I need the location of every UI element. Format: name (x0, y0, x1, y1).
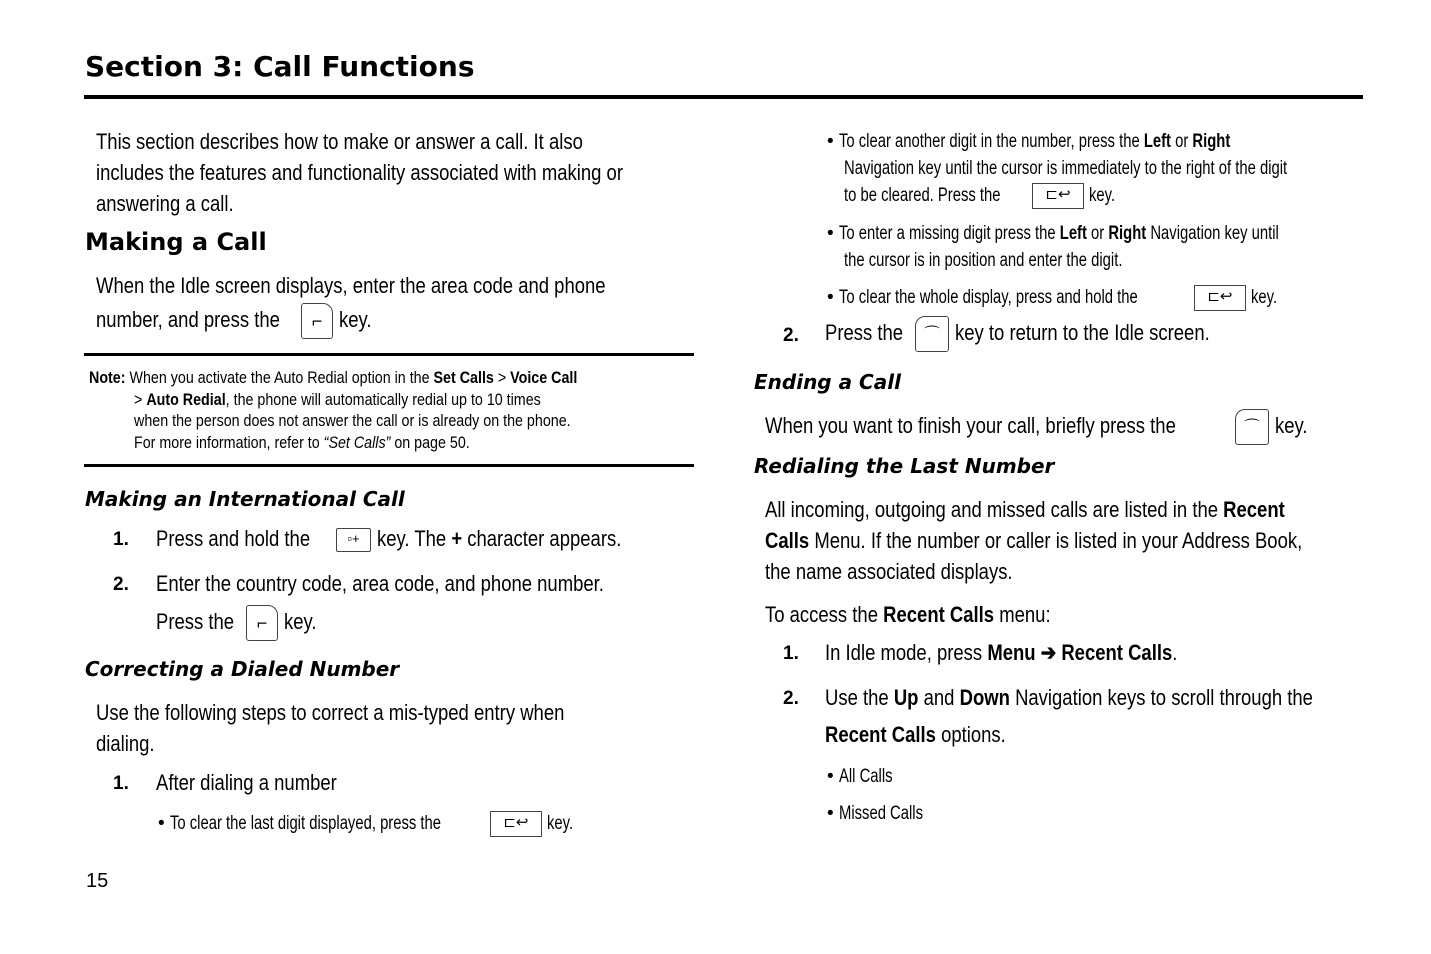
correcting-bullet-2: • To clear another digit in the number, press the Left or Right Navigation key until the cursor is immediately to the right of the digit to be cleared. Press the ⊏↩ key. (827, 128, 1412, 209)
step-text: Navigation keys to scroll through the (1015, 685, 1313, 710)
note-text: When you activate the Auto Redial option in the (129, 368, 430, 387)
ending-paragraph (765, 409, 1314, 445)
end-key-icon: ⌒ (915, 316, 949, 352)
bullet-text: To enter a missing digit press the (838, 223, 1056, 244)
international-heading: Making an International Call (85, 487, 405, 511)
intro-paragraph (96, 126, 723, 219)
bullet-text: or (1090, 223, 1105, 244)
step-bold: Up (893, 685, 919, 710)
international-step-1 (156, 523, 668, 554)
note-box (89, 367, 699, 453)
clear-key-icon: ⊏↩ (490, 811, 542, 837)
bullet-text: key. (1089, 185, 1116, 206)
step-text: Enter the country code, area code, and phone number. (156, 571, 604, 596)
paragraph-text: menu: (999, 602, 1051, 627)
plus-character: + (451, 526, 463, 551)
step-text: options. (941, 722, 1006, 747)
bullet-text: To clear the last digit displayed, press the (169, 813, 441, 834)
paragraph-bold: Calls (765, 528, 810, 553)
making-call-paragraph (96, 270, 703, 339)
bullet-text: to be cleared. Press the (844, 185, 1001, 206)
redialing-paragraph (765, 494, 1405, 587)
bullet-text: Navigation key until the cursor is immediately to the right of the digit (844, 158, 1288, 179)
correcting-step-1 (156, 767, 371, 798)
note-reference-link[interactable]: “Set Calls” (323, 432, 391, 452)
step-text: character appears. (467, 526, 622, 551)
bullet-text: the cursor is in position and enter the digit. (844, 250, 1123, 271)
step-text: After dialing a number (156, 770, 337, 795)
access-paragraph (765, 599, 1105, 630)
correcting-bullet-3: • To enter a missing digit press the Left or Right Navigation key until the cursor is in position and enter the digit. (827, 220, 1403, 274)
paragraph-line: dialing. (96, 731, 155, 756)
step-number: 2. (783, 325, 799, 346)
bullet-bold: Left (1143, 131, 1171, 152)
correcting-paragraph (96, 697, 654, 759)
menu-path: Menu ➔ Recent Calls (987, 640, 1173, 665)
intro-line: answering a call. (96, 191, 234, 216)
redialing-step-2 (825, 682, 1406, 750)
step-text: In Idle mode, press (825, 640, 983, 665)
redialing-step-1 (825, 637, 1245, 668)
option-text: Missed Calls (838, 803, 923, 824)
bullet-text: or (1175, 131, 1189, 152)
note-text: > (497, 368, 507, 387)
international-step-2 (156, 568, 689, 641)
bullet-bold: Left (1059, 223, 1087, 244)
paragraph-line: When the Idle screen displays, enter the area code and phone (96, 273, 606, 298)
note-text: on page 50. (394, 432, 470, 452)
note-bold: Set Calls (433, 368, 494, 387)
paragraph-bold: Recent (1223, 497, 1285, 522)
step-number: 1. (783, 643, 799, 664)
making-call-heading: Making a Call (85, 228, 267, 256)
bullet-text: key. (1251, 287, 1278, 308)
bullet-bold: Right (1192, 131, 1231, 152)
paragraph-text: key. (1275, 412, 1308, 438)
correcting-bullet-1: • To clear the last digit displayed, press the ⊏↩ key. (158, 810, 581, 837)
step-bold: Recent Calls (825, 722, 936, 747)
step-text: Use the (825, 685, 889, 710)
paragraph-bold: Recent Calls (883, 602, 995, 627)
step-text: . (1172, 640, 1178, 665)
bullet-text: To clear another digit in the number, press the (838, 131, 1140, 152)
note-bold: Auto Redial (146, 389, 226, 409)
option-all-calls: • All Calls (827, 763, 908, 790)
paragraph-text: key. (339, 306, 372, 332)
option-missed-calls: • Missed Calls (827, 800, 947, 827)
step-text: key. (284, 608, 317, 634)
step-number: 2. (783, 688, 799, 709)
paragraph-text: When you want to finish your call, briefly press the (765, 412, 1176, 438)
intro-line: includes the features and functionality associated with making or (96, 160, 623, 185)
step-text: Press and hold the (156, 526, 311, 551)
paragraph-line: Use the following steps to correct a mis-typed entry when (96, 700, 565, 725)
title-rule (84, 95, 1363, 99)
note-text: when the person does not answer the call or is already on the phone. (134, 411, 571, 430)
note-top-rule (84, 353, 694, 356)
step-text: and (923, 685, 955, 710)
redialing-heading: Redialing the Last Number (754, 454, 1055, 478)
step-text: key. The (377, 526, 447, 551)
step-number: 1. (113, 773, 129, 794)
step-number: 1. (113, 529, 129, 550)
bullet-text: To clear the whole display, press and hold the (838, 287, 1138, 308)
step-number: 2. (113, 574, 129, 595)
clear-key-icon: ⊏↩ (1194, 285, 1246, 311)
note-label: Note: (89, 368, 126, 387)
paragraph-text: To access the (765, 602, 878, 627)
bullet-text: Navigation key until (1150, 223, 1279, 244)
paragraph-text: All incoming, outgoing and missed calls are listed in the (765, 497, 1219, 522)
option-text: All Calls (838, 766, 893, 787)
step-text: Press the (156, 608, 235, 634)
zero-plus-key-icon: ▫+ (336, 528, 371, 552)
correcting-heading: Correcting a Dialed Number (85, 657, 400, 681)
step-bold: Down (959, 685, 1010, 710)
note-text: For more information, refer to (134, 432, 320, 452)
note-text: > (134, 389, 143, 409)
page-number: 15 (86, 870, 109, 892)
note-bottom-rule (84, 464, 694, 467)
bullet-text: key. (547, 813, 574, 834)
note-bold: Voice Call (510, 368, 578, 387)
bullet-bold: Right (1108, 223, 1147, 244)
send-key-icon: ⌐ (301, 303, 333, 339)
step-text: key to return to the Idle screen. (955, 319, 1210, 345)
intro-line: This section describes how to make or answer a call. It also (96, 129, 583, 154)
paragraph-text: the name associated displays. (765, 559, 1013, 584)
note-text: , the phone will automatically redial up to 10 times (225, 389, 541, 409)
ending-heading: Ending a Call (754, 370, 901, 394)
paragraph-line: number, and press the (96, 306, 280, 332)
step-text: Press the (825, 319, 904, 345)
page-title: Section 3: Call Functions (85, 50, 475, 83)
clear-key-icon: ⊏↩ (1032, 183, 1084, 209)
paragraph-text: Menu. If the number or caller is listed in your Address Book, (814, 528, 1303, 553)
correcting-step-2 (825, 316, 1258, 352)
correcting-bullet-4: • To clear the whole display, press and hold the ⊏↩ key. (827, 284, 1285, 311)
end-key-icon: ⌒ (1235, 409, 1269, 445)
send-key-icon: ⌐ (246, 605, 278, 641)
